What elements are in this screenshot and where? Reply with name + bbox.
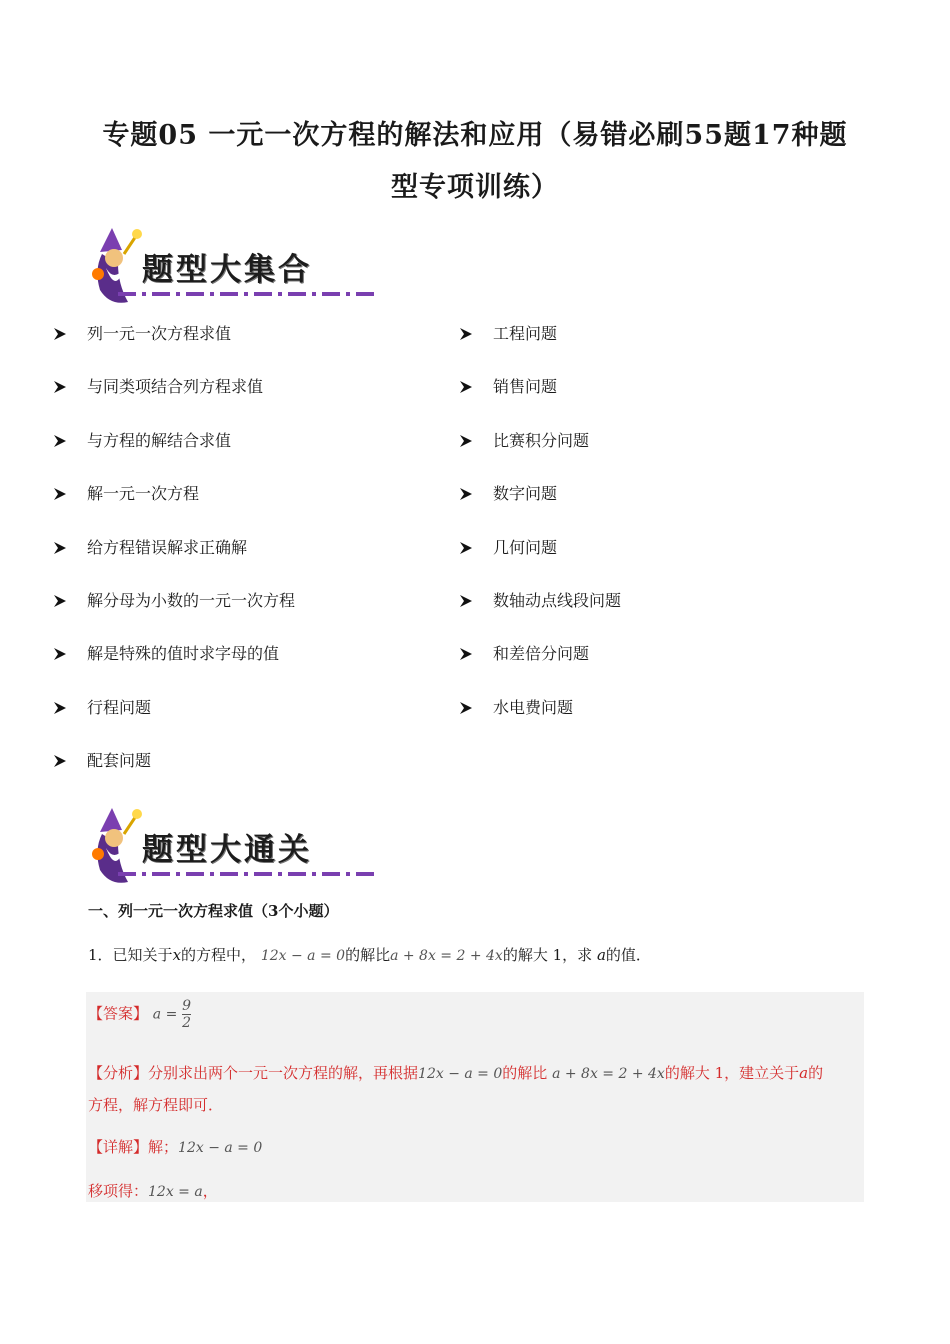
arrow-bullet-icon — [460, 488, 472, 500]
banner-underline — [118, 290, 376, 298]
analysis-line-2: 方程，解方程即可． — [88, 1096, 224, 1114]
collection-banner — [88, 224, 358, 312]
arrow-bullet-icon — [54, 435, 66, 447]
arrow-bullet-icon — [54, 381, 66, 393]
arrow-bullet-icon — [54, 755, 66, 767]
detail-line: 【详解】解；12x − a = 0 — [88, 1138, 263, 1156]
question-1: 1．已知关于x的方程中， 12x − a = 0的解比a + 8x = 2 + 4x的解大 1，求 a的值． — [88, 946, 651, 964]
answer-fraction: $\frac{9}{2}$ — [182, 998, 192, 1031]
collection-banner-title: 题型大集合 — [142, 252, 312, 288]
arrow-bullet-icon — [54, 595, 66, 607]
arrow-bullet-icon — [460, 435, 472, 447]
analysis-line: 【分析】分别求出两个一元一次方程的解，再根据12x − a = 0的解比 a + 8x = 2 + 4x的解大 1，建立关于a的 — [88, 1064, 824, 1082]
arrow-bullet-icon — [54, 542, 66, 554]
arrow-bullet-icon — [460, 542, 472, 554]
answer-panel — [86, 992, 864, 1202]
arrow-bullet-icon — [460, 328, 472, 340]
title-line-2: 型专项训练） — [391, 172, 559, 203]
question-number: 1． — [88, 946, 113, 964]
equation: a + 8x = 2 + 4x — [390, 948, 503, 964]
practice-banner — [88, 804, 358, 892]
arrow-bullet-icon — [54, 648, 66, 660]
arrow-bullet-icon — [460, 595, 472, 607]
step-line: 移项得：12x = a， — [88, 1182, 218, 1200]
arrow-bullet-icon — [54, 488, 66, 500]
banner-underline — [118, 870, 376, 878]
analysis-tag: 【分析】 — [88, 1064, 149, 1082]
section-heading: 一、列一元一次方程求值（3个小题） — [88, 902, 339, 920]
answer-tag: 【答案】 — [88, 1004, 149, 1023]
arrow-bullet-icon — [54, 328, 66, 340]
arrow-bullet-icon — [460, 648, 472, 660]
arrow-bullet-icon — [460, 702, 472, 714]
arrow-bullet-icon — [460, 381, 472, 393]
practice-banner-title: 题型大通关 — [142, 832, 312, 868]
detail-tag: 【详解】 — [88, 1138, 149, 1156]
title-line-1: 专题05 一元一次方程的解法和应用（易错必刷55题17种题 — [102, 120, 848, 151]
arrow-bullet-icon — [54, 702, 66, 714]
equation: 12x − a = 0 — [260, 948, 346, 964]
page-title — [60, 110, 890, 214]
answer-line: 【答案】 a = $\frac{9}{2}$ — [88, 998, 192, 1031]
